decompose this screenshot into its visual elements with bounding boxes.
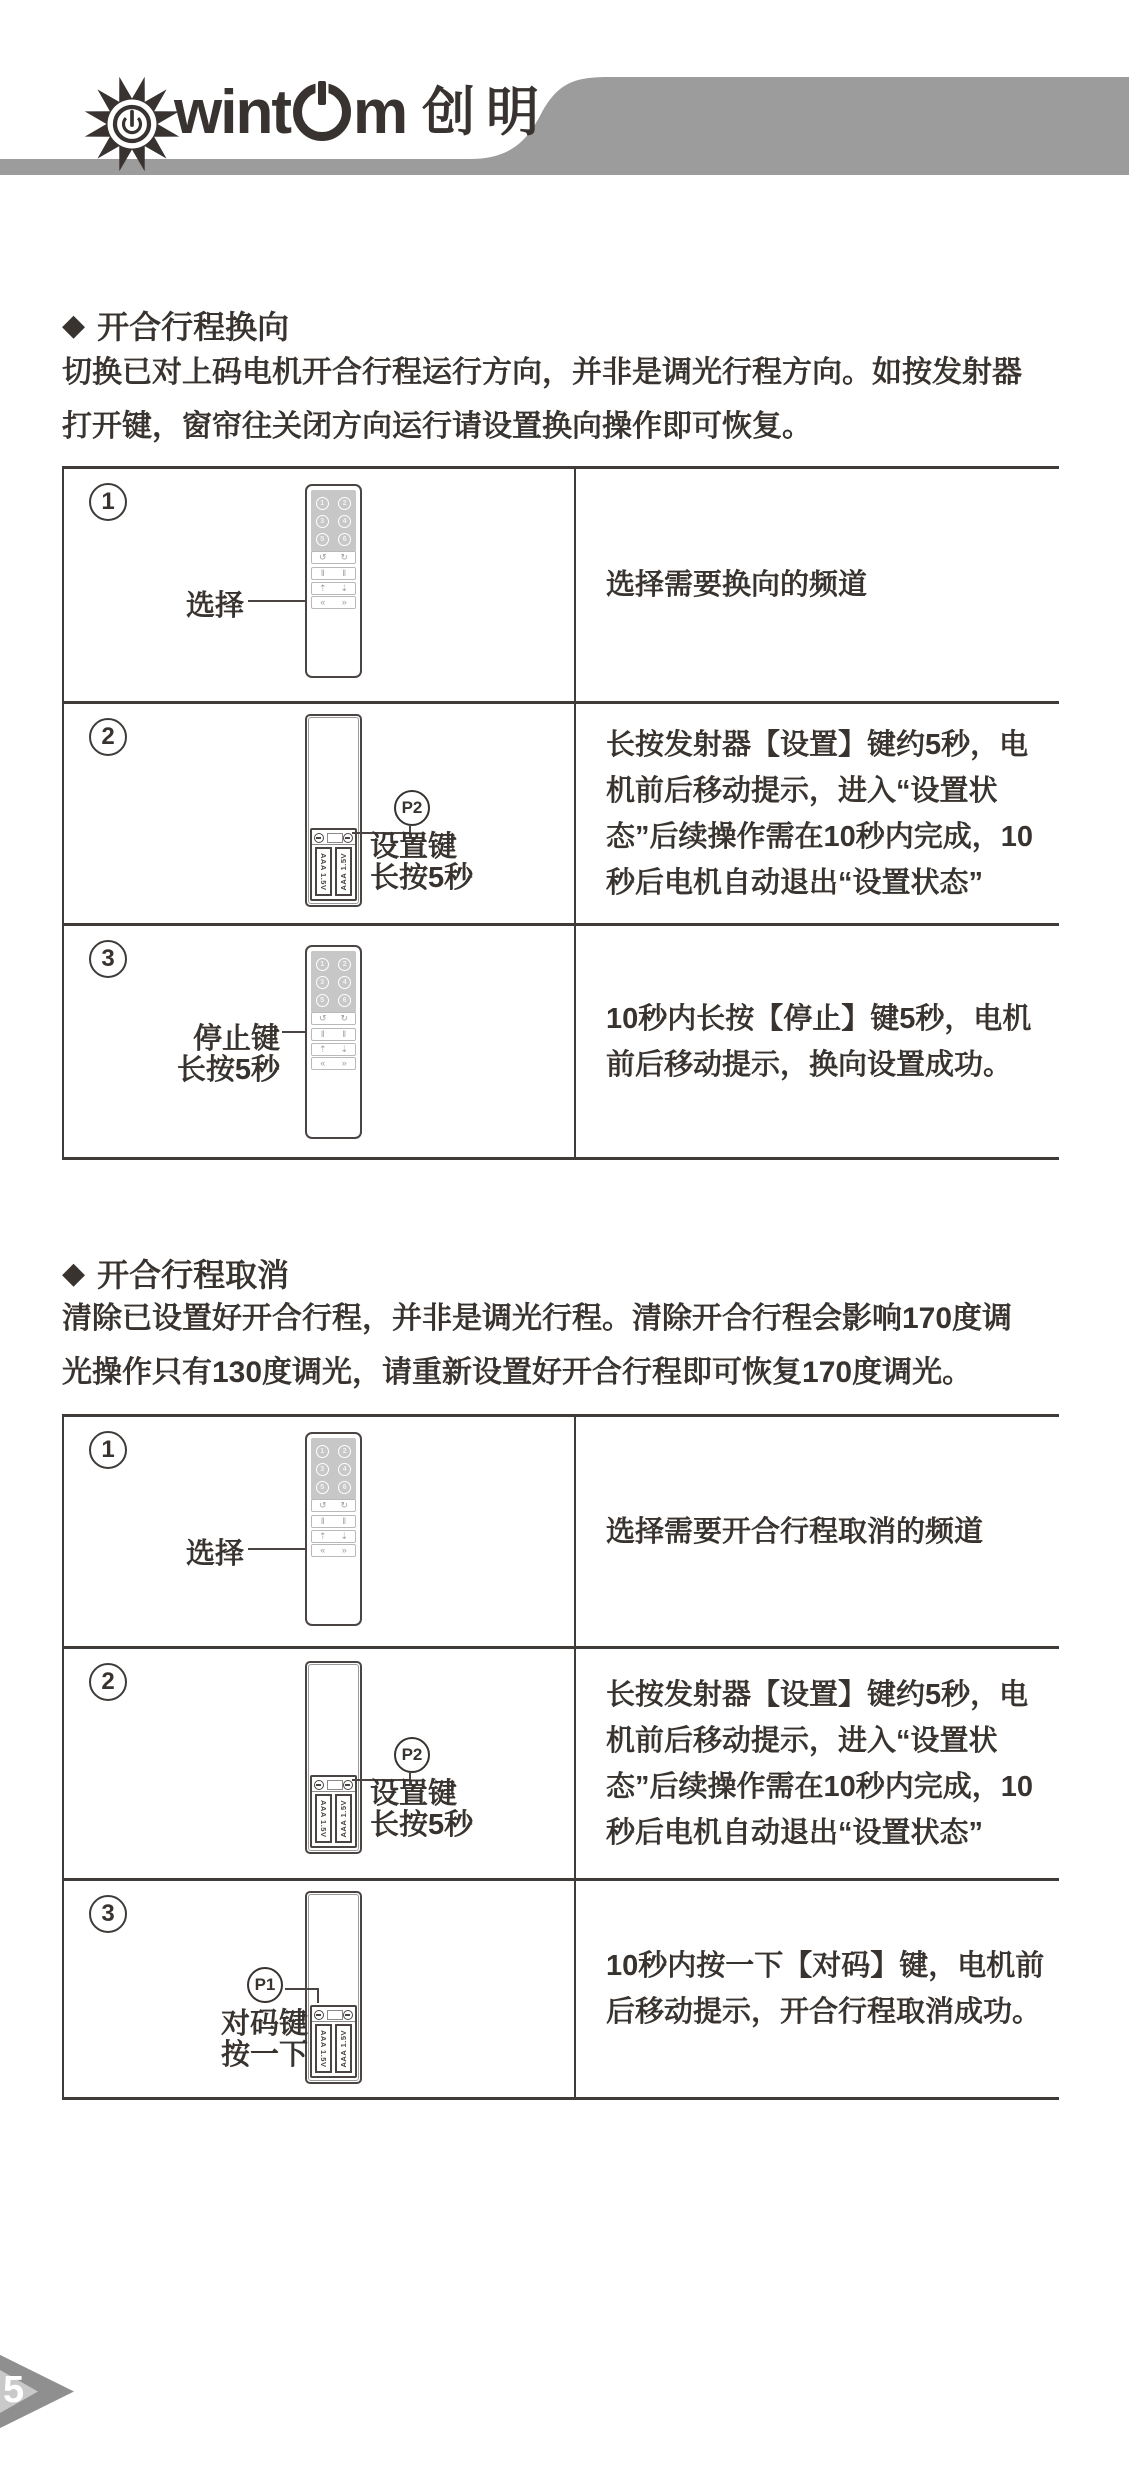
close-icon: ↻ [340,1013,349,1023]
section-title-reverse [62,305,289,345]
battery-left: AAA 1.5V [315,1794,332,1843]
step-description: 10秒内长按【停止】键5秒，电机前后移动提示，换向设置成功。 [606,1002,1032,1081]
intro-line: 光操作只有130度调光，请重新设置好开合行程即可恢复170度调光。 [62,1356,973,1389]
battery-left: AAA 1.5V [315,847,332,896]
channel-4: 4 [338,1463,351,1476]
pointer-label-hold5s: 长按5秒 [370,862,474,894]
stop-buttons [311,1028,356,1041]
close-icon: ↻ [340,552,349,562]
pointer-label-hold5s: 长按5秒 [370,1809,474,1841]
open-icon: ↺ [318,1013,327,1023]
stop-icon: ‖ [342,568,347,578]
channel-1: 1 [316,1445,329,1458]
table-row-step2 [64,1646,1059,1878]
step-number-badge: 2 [89,718,127,756]
channel-next-icon: » [341,1545,347,1555]
channel-6: 6 [338,533,351,546]
battery-right: AAA 1.5V [335,1794,352,1843]
channel-2: 2 [338,1445,351,1458]
remote-front-view [305,945,362,1139]
channel-select-buttons [311,1544,356,1557]
stop-icon: ‖ [320,1516,325,1526]
channel-prev-icon: « [320,597,326,607]
remote-front-view [305,484,362,678]
intro-line: 清除已设置好开合行程，并非是调光行程。清除开合行程会影响170度调 [62,1302,1013,1335]
step-number-badge: 1 [89,483,127,521]
dim-down-icon: ⇣ [340,1531,349,1541]
table-row-step2 [64,701,1059,923]
sun-logo-icon [82,74,182,174]
section-intro-reverse [62,346,1022,454]
channel-select-buttons [311,596,356,609]
illustration-cell [64,1417,574,1646]
pointer-line [248,1548,305,1550]
description-cell [574,469,1059,701]
dim-up-icon: ⇡ [318,1531,327,1541]
remote-back-view [305,1661,362,1854]
intro-line: 打开键，窗帘往关闭方向运行请设置换向操作即可恢复。 [62,410,812,443]
table-row-step1 [64,1414,1059,1646]
channel-5: 5 [316,1481,329,1494]
stop-buttons [311,1515,356,1528]
battery-compartment [310,2005,357,2078]
dim-up-icon: ⇡ [318,583,327,593]
section-title-text: 开合行程换向 [97,309,290,345]
illustration-cell [64,1649,574,1878]
open-close-buttons [311,1012,356,1025]
brand-text-prefix: wint [174,78,290,147]
stop-icon: ‖ [342,1516,347,1526]
step-number-badge: 2 [89,1663,127,1701]
pointer-label-pair-key: 对码键 [220,2008,308,2040]
description-cell [574,1881,1059,2097]
channel-prev-icon: « [320,1545,326,1555]
illustration-cell [64,1881,574,2097]
illustration-cell [64,469,574,701]
stop-icon: ‖ [320,568,325,578]
pointer-label-select: 选择 [185,1538,244,1570]
channel-5: 5 [316,533,329,546]
step-description: 选择需要换向的频道 [606,569,868,601]
dim-up-icon: ⇡ [318,1044,327,1054]
step-description: 长按发射器【设置】键约5秒，电机前后移动提示，进入“设置状态”后续操作需在10秒内完成，10秒后电机自动退出“设置状态” [606,1678,1034,1849]
pointer-label-set-key: 设置键 [370,1778,458,1810]
pointer-label-set-key: 设置键 [370,831,458,863]
channel-3: 3 [316,1463,329,1476]
battery-right: AAA 1.5V [335,2024,352,2073]
open-close-buttons [311,551,356,564]
step-description: 选择需要开合行程取消的频道 [606,1515,984,1548]
diamond-icon: ◆ [62,308,86,342]
channel-4: 4 [338,515,351,528]
channel-2: 2 [338,497,351,510]
channel-4: 4 [338,976,351,989]
p1-badge: P1 [247,1967,283,2003]
pointer-line [282,1031,305,1033]
section-intro-cancel [62,1292,1012,1400]
p1-button [314,1780,324,1790]
step-number-badge: 1 [89,1431,127,1469]
compartment-latch [327,833,343,843]
channel-6: 6 [338,1481,351,1494]
dim-buttons [311,1043,356,1056]
intro-line: 切换已对上码电机开合行程运行方向，并非是调光行程方向。如按发射器 [62,356,1022,389]
channel-next-icon: » [341,597,347,607]
p2-badge: P2 [394,790,430,826]
p2-button [343,1780,353,1790]
dim-buttons [311,1530,356,1543]
section-title-text: 开合行程取消 [97,1257,290,1293]
step-description: 长按发射器【设置】键约5秒，电机前后移动提示，进入“设置状态”后续操作需在10秒内完成，10秒后电机自动退出“设置状态” [606,728,1034,899]
pointer-label-select: 选择 [185,590,244,622]
open-icon: ↺ [318,552,327,562]
section-title-cancel [62,1253,289,1293]
pointer-label-stop-key: 停止键 [192,1023,280,1055]
p2-button [343,2010,353,2020]
channel-panel [311,951,356,1013]
open-close-buttons [311,1499,356,1512]
pointer-label-press-once: 按一下 [220,2039,308,2071]
pointer-line [248,600,305,602]
brand-logo [174,78,550,148]
battery-right: AAA 1.5V [335,847,352,896]
channel-panel [311,490,356,552]
diamond-icon: ◆ [62,1256,86,1290]
channel-2: 2 [338,958,351,971]
close-icon: ↻ [340,1500,349,1510]
step-number-badge: 3 [89,1895,127,1933]
channel-prev-icon: « [320,1058,326,1068]
p2-badge: P2 [394,1737,430,1773]
pointer-line [317,1988,319,2003]
dim-buttons [311,582,356,595]
brand-text-suffix: m [352,78,407,147]
p1-button [314,2010,324,2020]
description-cell [574,926,1059,1157]
power-o-icon [293,83,351,141]
page-number-badge [0,2342,90,2442]
dim-down-icon: ⇣ [340,583,349,593]
channel-5: 5 [316,994,329,1007]
battery-compartment [310,1775,357,1848]
brand-text-cjk: 创明 [422,83,551,142]
step-description: 10秒内按一下【对码】键，电机前后移动提示，开合行程取消成功。 [606,1950,1045,2028]
channel-1: 1 [316,958,329,971]
channel-3: 3 [316,515,329,528]
channel-next-icon: » [341,1058,347,1068]
illustration-cell [64,926,574,1157]
stop-icon: ‖ [342,1029,347,1039]
p2-button [343,833,353,843]
channel-3: 3 [316,976,329,989]
description-cell [574,704,1059,923]
stop-buttons [311,567,356,580]
compartment-latch [327,1780,343,1790]
step-number-badge: 3 [89,940,127,978]
remote-front-view [305,1432,362,1626]
page-number: 5 [3,2369,25,2411]
channel-select-buttons [311,1057,356,1070]
pointer-label-hold5s: 长按5秒 [176,1054,280,1086]
battery-compartment [310,828,357,901]
steps-table-reverse [62,466,1059,1160]
remote-back-view [305,714,362,907]
stop-icon: ‖ [320,1029,325,1039]
channel-panel [311,1438,356,1500]
illustration-cell [64,704,574,923]
channel-1: 1 [316,497,329,510]
pointer-line [285,1988,319,1990]
description-cell [574,1417,1059,1646]
table-row-step1 [64,466,1059,701]
channel-6: 6 [338,994,351,1007]
table-row-step3 [64,923,1059,1157]
table-row-step3 [64,1878,1059,2097]
description-cell [574,1649,1059,1878]
compartment-latch [327,2010,343,2020]
battery-left: AAA 1.5V [315,2024,332,2073]
steps-table-cancel [62,1414,1059,2100]
open-icon: ↺ [318,1500,327,1510]
p1-button [314,833,324,843]
dim-down-icon: ⇣ [340,1044,349,1054]
